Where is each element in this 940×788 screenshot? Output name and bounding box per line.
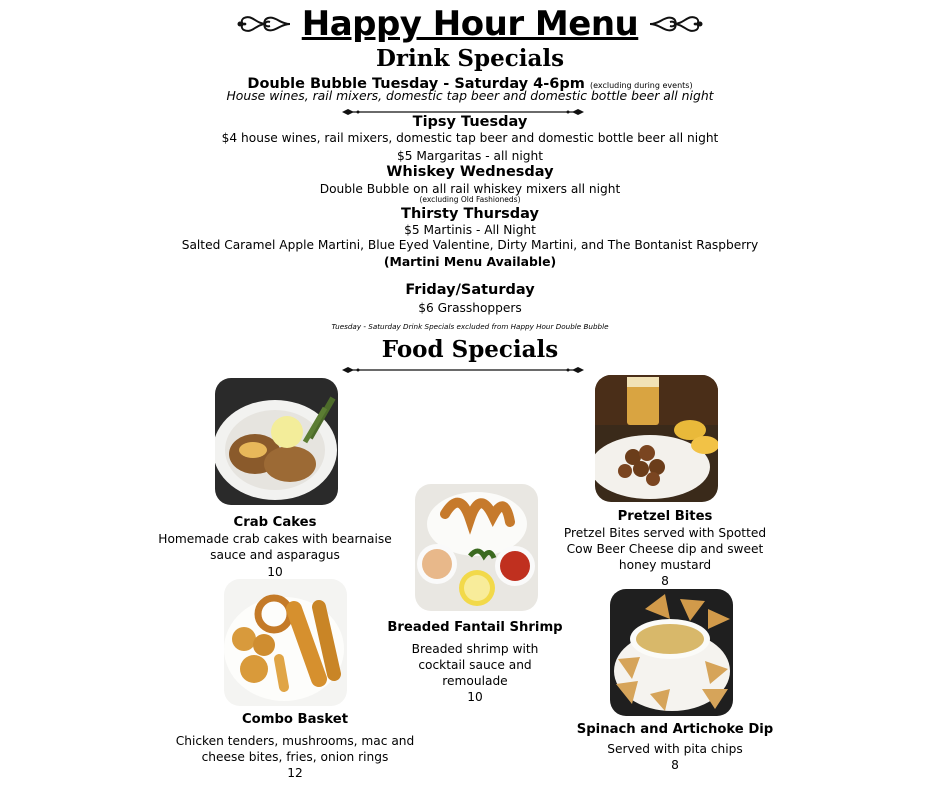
crab-cakes-name: Crab Cakes [233,515,317,530]
fantail-shrimp-name: Breaded Fantail Shrimp [387,620,563,635]
friday-line1: $6 Grasshoppers [418,301,522,315]
fantail-shrimp-desc-2: cocktail sauce and [418,658,532,672]
fantail-shrimp-desc-3: remoulade [442,674,508,688]
menu-item-spinach-dip [555,721,795,773]
combo-basket-price: 12 [287,766,303,780]
crab-cakes-desc-1: Homemade crab cakes with bearnaise [158,532,392,546]
drinks-footnote: Tuesday - Saturday Drink Specials excluded from Happy Hour Double Bubble [331,322,609,331]
crab-cakes-desc-2: sauce and asparagus [210,548,340,562]
double-bubble-desc: House wines, rail mixers, domestic tap beer and domestic bottle beer all night [226,88,714,103]
pretzel-bites-name: Pretzel Bites [617,509,713,524]
right-flourish-icon [648,10,704,38]
pretzel-bites-desc-2: Cow Beer Cheese dip and sweet [566,542,764,556]
thirsty-line1: $5 Martinis - All Night [404,223,536,237]
tipsy-line2: $5 Margaritas - all night [397,149,543,163]
crab-cakes-price: 10 [267,565,283,579]
menu-header [0,2,940,46]
menu-item-pretzel-bites [545,508,785,589]
martini-menu-note: (Martini Menu Available) [383,254,557,269]
whiskey-line1: Double Bubble on all rail whiskey mixers all night [319,182,621,196]
menu-item-crab-cakes [155,514,395,580]
drink-specials-heading: Drink Specials [375,45,565,72]
combo-basket-desc-2: cheese bites, fries, onion rings [201,750,389,764]
pretzel-bites-price: 8 [661,574,669,588]
thirsty-line2: Salted Caramel Apple Martini, Blue Eyed Valentine, Dirty Martini, and The Bontanist Raspberry [181,238,759,252]
food-specials-heading: Food Specials [381,336,559,363]
fantail-shrimp-photo [415,484,538,611]
friday-title: Friday/Saturday [405,282,535,298]
spinach-dip-name: Spinach and Artichoke Dip [576,722,774,737]
page-title: Happy Hour Menu [301,4,639,44]
tipsy-title: Tipsy Tuesday [412,114,528,130]
double-bubble-note: (excluding during events) [589,81,693,90]
double-bubble-title: Double Bubble Tuesday - Saturday 4-6pm [247,76,585,92]
tipsy-line1: $4 house wines, rail mixers, domestic tap beer and domestic bottle beer all night [221,131,719,145]
pretzel-bites-desc-1: Pretzel Bites served with Spotted [563,526,767,540]
combo-basket-name: Combo Basket [241,712,349,727]
crab-cakes-photo [215,378,338,505]
pretzel-bites-desc-3: honey mustard [618,558,712,572]
whiskey-title: Whiskey Wednesday [386,164,554,180]
pretzel-bites-photo [595,375,718,502]
menu-item-fantail-shrimp [360,619,590,705]
combo-basket-desc-1: Chicken tenders, mushrooms, mac and [175,734,415,748]
spinach-dip-price: 8 [671,758,679,772]
food-divider [340,366,586,374]
combo-basket-photo [224,579,347,706]
menu-item-combo-basket [165,711,425,781]
fantail-shrimp-desc-1: Breaded shrimp with [411,642,539,656]
spinach-dip-desc-1: Served with pita chips [607,742,743,756]
left-flourish-icon [236,10,292,38]
whiskey-note: (excluding Old Fashioneds) [419,195,521,204]
thirsty-title: Thirsty Thursday [401,206,539,222]
fantail-shrimp-price: 10 [467,690,483,704]
spinach-dip-photo [610,589,733,716]
